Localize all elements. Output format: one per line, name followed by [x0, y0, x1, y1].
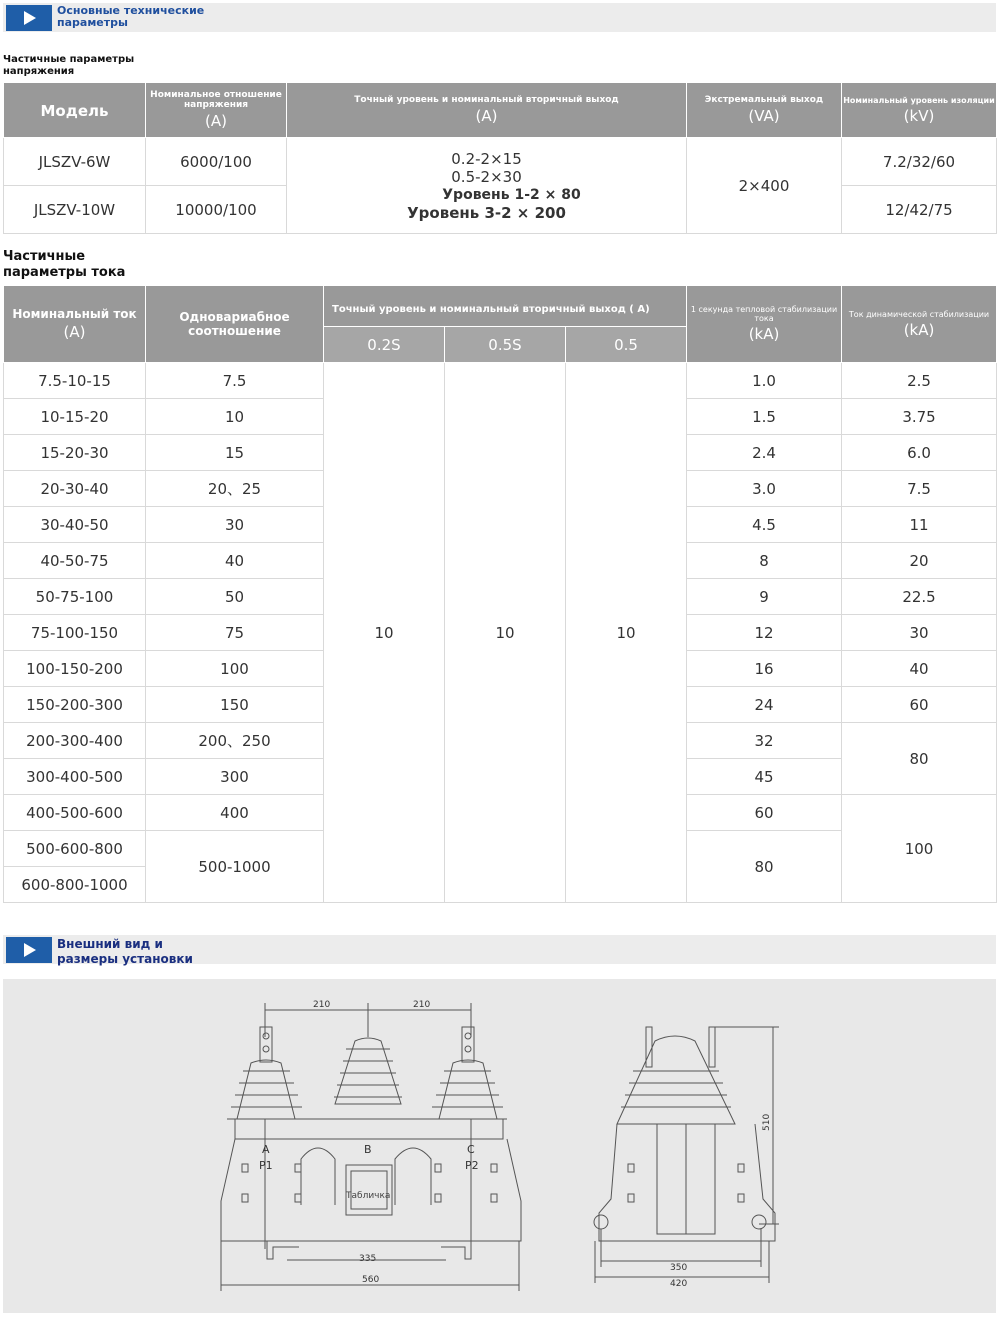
accuracy-line: 0.2-2×15	[451, 149, 522, 168]
thermal-cell: 16	[687, 651, 842, 687]
nameplate-label: Табличка	[346, 1191, 391, 1201]
single-cell: 20、25	[146, 471, 324, 507]
thermal-cell: 9	[687, 579, 842, 615]
single-cell: 150	[146, 687, 324, 723]
dynamic-cell: 80	[842, 723, 997, 795]
terminal-label: P1	[259, 1159, 273, 1172]
dynamic-cell: 22.5	[842, 579, 997, 615]
insulation-cell: 12/42/75	[842, 186, 997, 234]
table-row	[4, 138, 997, 186]
accuracy-0.5-cell: 10	[566, 363, 687, 903]
section-header-appearance	[3, 935, 996, 964]
dim-label: 210	[413, 1000, 431, 1010]
header-insulation: Номинальный уровень изоляции (kV)	[842, 83, 997, 138]
terminal-label: C	[467, 1143, 475, 1156]
single-cell: 500-1000	[146, 831, 324, 903]
header-model: Модель	[4, 83, 146, 138]
dim-label: 420	[670, 1279, 688, 1289]
thermal-cell: 1.0	[687, 363, 842, 399]
thermal-cell: 24	[687, 687, 842, 723]
nominal-cell: 75-100-150	[4, 615, 146, 651]
nominal-cell: 600-800-1000	[4, 867, 146, 903]
nominal-cell: 500-600-800	[4, 831, 146, 867]
dynamic-cell: 3.75	[842, 399, 997, 435]
terminal-label: P2	[465, 1159, 479, 1172]
dim-label: 350	[670, 1263, 688, 1273]
current-table	[3, 285, 997, 903]
nominal-cell: 30-40-50	[4, 507, 146, 543]
accuracy-line: Уровень 3-2 × 200	[407, 203, 566, 222]
nominal-cell: 300-400-500	[4, 759, 146, 795]
single-cell: 7.5	[146, 363, 324, 399]
header-class-0.2s: 0.2S	[324, 327, 445, 363]
header-accuracy: Точный уровень и номинальный вторичный выход (A)	[287, 83, 687, 138]
single-cell: 30	[146, 507, 324, 543]
transformer-drawing-svg	[3, 979, 996, 1313]
dim-label: 335	[359, 1254, 377, 1264]
dim-label: 510	[762, 1113, 772, 1131]
current-caption: Частичные параметры тока	[3, 249, 126, 280]
single-cell: 10	[146, 399, 324, 435]
model-cell: JLSZV-10W	[4, 186, 146, 234]
play-arrow-icon	[6, 5, 52, 31]
dynamic-cell: 6.0	[842, 435, 997, 471]
section-title: Основные технические параметры	[57, 4, 205, 29]
nominal-cell: 200-300-400	[4, 723, 146, 759]
dynamic-cell: 20	[842, 543, 997, 579]
section-header-main-params	[3, 3, 996, 32]
ratio-cell: 10000/100	[146, 186, 287, 234]
single-cell: 100	[146, 651, 324, 687]
single-cell: 300	[146, 759, 324, 795]
thermal-cell: 80	[687, 831, 842, 903]
nominal-cell: 10-15-20	[4, 399, 146, 435]
dim-label: 560	[362, 1275, 380, 1285]
accuracy-0.2s-cell: 10	[324, 363, 445, 903]
dynamic-cell: 60	[842, 687, 997, 723]
table-row	[4, 363, 997, 399]
dim-label: 210	[313, 1000, 331, 1010]
header-ratio: Номинальное отношение напряжения (A)	[146, 83, 287, 138]
thermal-cell: 32	[687, 723, 842, 759]
thermal-cell: 3.0	[687, 471, 842, 507]
accuracy-cell	[287, 138, 687, 234]
insulation-cell: 7.2/32/60	[842, 138, 997, 186]
ratio-cell: 6000/100	[146, 138, 287, 186]
accuracy-line: Уровень 1-2 × 80	[442, 186, 581, 203]
terminal-label: A	[262, 1143, 270, 1156]
voltage-table	[3, 82, 997, 234]
section-title: Внешний вид и размеры установки	[57, 937, 193, 966]
nominal-cell: 400-500-600	[4, 795, 146, 831]
model-cell: JLSZV-6W	[4, 138, 146, 186]
single-cell: 75	[146, 615, 324, 651]
nominal-cell: 15-20-30	[4, 435, 146, 471]
installation-drawing	[3, 979, 996, 1313]
nominal-cell: 100-150-200	[4, 651, 146, 687]
nominal-cell: 20-30-40	[4, 471, 146, 507]
header-dynamic: Ток динамической стабилизации (kA)	[842, 286, 997, 363]
header-nominal: Номинальный ток (A)	[4, 286, 146, 363]
thermal-cell: 12	[687, 615, 842, 651]
nominal-cell: 150-200-300	[4, 687, 146, 723]
extreme-cell: 2×400	[687, 138, 842, 234]
thermal-cell: 45	[687, 759, 842, 795]
header-thermal: 1 секунда тепловой стабилизации тока (kA)	[687, 286, 842, 363]
play-arrow-icon	[6, 937, 52, 963]
single-cell: 50	[146, 579, 324, 615]
thermal-cell: 4.5	[687, 507, 842, 543]
nominal-cell: 40-50-75	[4, 543, 146, 579]
thermal-cell: 8	[687, 543, 842, 579]
dynamic-cell: 2.5	[842, 363, 997, 399]
dynamic-cell: 40	[842, 651, 997, 687]
thermal-cell: 2.4	[687, 435, 842, 471]
header-extreme: Экстремальный выход (VA)	[687, 83, 842, 138]
header-single: Одновариабное соотношение	[146, 286, 324, 363]
header-accuracy: Точный уровень и номинальный вторичный выход ( A)	[324, 286, 687, 327]
single-cell: 40	[146, 543, 324, 579]
nominal-cell: 50-75-100	[4, 579, 146, 615]
accuracy-line: 0.5-2×30	[451, 167, 522, 186]
single-cell: 200、250	[146, 723, 324, 759]
dynamic-cell: 11	[842, 507, 997, 543]
single-cell: 400	[146, 795, 324, 831]
accuracy-0.5s-cell: 10	[445, 363, 566, 903]
dynamic-cell: 30	[842, 615, 997, 651]
voltage-caption: Частичные параметры напряжения	[3, 54, 135, 77]
thermal-cell: 60	[687, 795, 842, 831]
nominal-cell: 7.5-10-15	[4, 363, 146, 399]
single-cell: 15	[146, 435, 324, 471]
thermal-cell: 1.5	[687, 399, 842, 435]
header-class-0.5s: 0.5S	[445, 327, 566, 363]
dynamic-cell: 100	[842, 795, 997, 903]
dynamic-cell: 7.5	[842, 471, 997, 507]
terminal-label: B	[364, 1143, 372, 1156]
header-class-0.5: 0.5	[566, 327, 687, 363]
